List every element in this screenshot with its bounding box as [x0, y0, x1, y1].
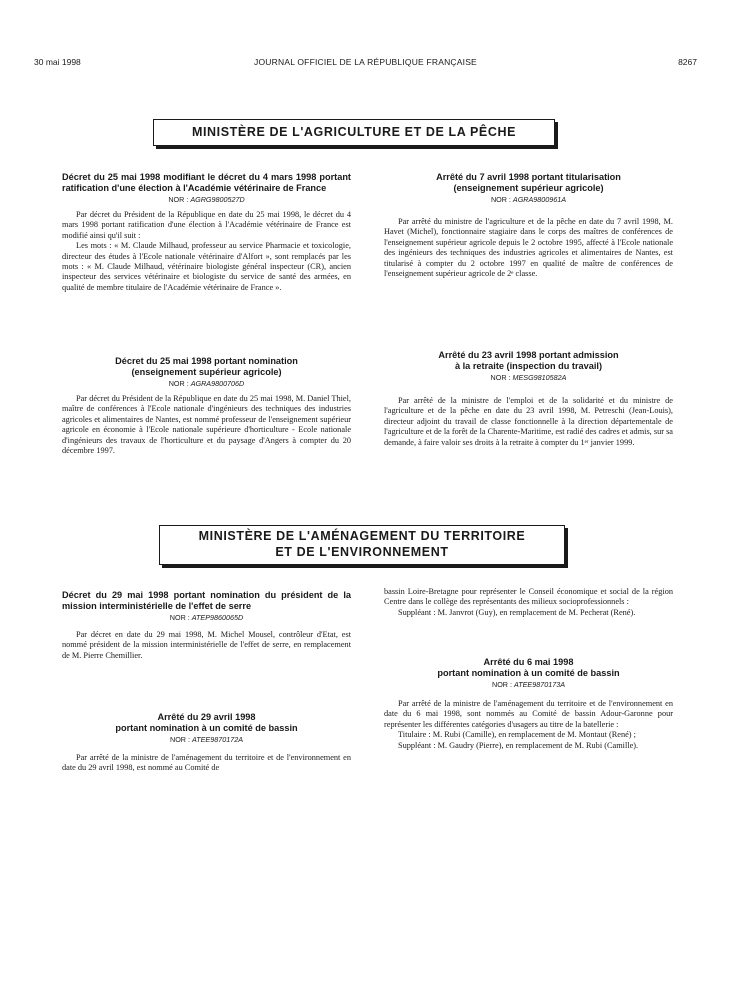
- nor-reference: NOR : MESG9810582A: [490, 373, 567, 382]
- nor-code: ATEE9870173A: [513, 680, 565, 689]
- issue-date: 30 mai 1998: [34, 57, 81, 67]
- paragraph: Par décret du Président de la République en date du 25 mai 1998, M. Daniel Thiel, maître de conférences à l'Ecole nationale d'ingénieurs des techniques des industries agricoles et alimentaires de Nantes, est nommé professeur de l'enseignement supérieur agricole en économie à l'Ecole nationale supérieure d'horticulture - Ecole nationale d'ingénieurs des travaux de l'horticulture et du paysage d'Angers à compter du 20 décembre 1997.: [62, 394, 351, 456]
- article-decret-effet-de-serre: [62, 590, 351, 661]
- nor-reference: NOR : AGRA9800961A: [490, 195, 567, 204]
- nor-reference: NOR : ATEE9870172A: [170, 735, 243, 744]
- ministry-heading-amenagement: [159, 525, 565, 565]
- article-body: [62, 753, 351, 774]
- column-right-middle: [384, 350, 673, 448]
- article-body: [384, 217, 673, 279]
- paragraph: Les mots : « M. Claude Milhaud, professeur au service Pharmacie et toxicologie, directeur des études à l'Ecole nationale vétérinaire d'Alfort », sont remplacés par les mots : « M. Claude Milhaud, vétérinaire biologiste général inspecteur (CR), ancien inspecteur des services vétérinaire et biologiste du service de santé des armées, en qualité de membre titulaire de l'Académie vétérinaire de France ».: [62, 241, 351, 292]
- article-body: [62, 394, 351, 456]
- paragraph: Suppléant : M. Gaudry (Pierre), en remplacement de M. Rubi (Camille).: [398, 740, 639, 750]
- article-decret-nomination-thiel: [62, 356, 351, 456]
- article-body: [62, 630, 351, 661]
- article-title: Arrêté du 29 avril 1998 portant nomination à un comité de bassin: [115, 712, 298, 733]
- article-title: Arrêté du 7 avril 1998 portant titularisation (enseignement supérieur agricole): [436, 172, 621, 193]
- column-left-top: [62, 172, 351, 293]
- paragraph: Par arrêté du ministre de l'agriculture et de la pêche en date du 7 avril 1998, M. Havet (Michel), fonctionnaire stagiaire dans le corps des maîtres de conférences de l'enseignement supérieur agricole depuis le 2 octobre 1995, affecté à l'Ecole nationale des ingénieurs des techniques des industries agricoles et alimentaires de Nantes, est titularisé à compter du 2 octobre 1997 en qualité de maître de conférences de l'enseignement supérieur agricole de 2ᵉ classe.: [384, 217, 673, 279]
- article-decret-academie: [62, 172, 351, 293]
- article-arrete-comite-loire: [62, 712, 351, 774]
- article-arrete-retraite: [384, 350, 673, 448]
- article-body-continued: [384, 587, 673, 618]
- paragraph: Suppléant : M. Janvrot (Guy), en remplacement de M. Pecherat (René).: [398, 607, 636, 617]
- paragraph: Par décret en date du 29 mai 1998, M. Michel Mousel, contrôleur d'Etat, est nommé président de la mission interministérielle de l'effet de serre, en remplacement de M. Pierre Chemillier.: [62, 630, 351, 660]
- column-right-bottom-2: [384, 657, 673, 751]
- paragraph: Par arrêté de la ministre de l'aménagement du territoire et de l'environnement en date du 6 mai 1998, sont nommés au Comité de bassin Adour-Garonne pour représenter les différentes catégories d'usagers au titre de la batellerie :: [384, 699, 673, 729]
- nor-code: ATEP9860065D: [191, 613, 244, 622]
- nor-code: AGRA9800706D: [190, 379, 245, 388]
- ministry-title: MINISTÈRE DE L'AGRICULTURE ET DE LA PÊCHE: [191, 125, 517, 139]
- article-title: Décret du 29 mai 1998 portant nomination du président de la mission interministérielle de l'effet de serre: [62, 590, 351, 611]
- column-left-bottom-2: [62, 712, 351, 774]
- nor-reference: NOR : ATEP9860065D: [169, 613, 244, 622]
- nor-code: AGRG9800527D: [190, 195, 245, 204]
- article-body: [62, 210, 351, 293]
- article-title: Arrêté du 6 mai 1998 portant nomination à un comité de bassin: [437, 657, 620, 678]
- nor-code: MESG9810582A: [512, 373, 567, 382]
- article-title: Arrêté du 23 avril 1998 portant admission à la retraite (inspection du travail): [438, 350, 619, 371]
- running-header: [34, 57, 697, 71]
- paragraph: Par arrêté de la ministre de l'emploi et de la solidarité et du ministre de l'agriculture et de la pêche en date du 23 avril 1998, M. Petreschi (Jean-Louis), directeur adjoint du travail de classe fonctionnelle à la direction départementale de l'agriculture et de la forêt de la Charente-Maritime, est radié des cadres et admis, sur sa demande, à faire valoir ses droits à la retraite à compter du 1ᵉʳ janvier 1999.: [384, 396, 673, 447]
- page-number: 8267: [678, 57, 697, 67]
- ministry-heading-agriculture: [153, 119, 555, 146]
- paragraph: bassin Loire-Bretagne pour représenter le Conseil économique et social de la région Centre dans le collège des représentants des milieux socioprofessionnels :: [384, 587, 673, 607]
- column-right-bottom: [384, 587, 673, 618]
- column-left-middle: [62, 356, 351, 456]
- article-body: [384, 396, 673, 448]
- ministry-title-line1: MINISTÈRE DE L'AMÉNAGEMENT DU TERRITOIRE: [198, 529, 526, 543]
- article-arrete-titularisation: [384, 172, 673, 279]
- nor-reference: NOR : ATEE9870173A: [492, 680, 565, 689]
- paragraph: Titulaire : M. Rubi (Camille), en remplacement de M. Montaut (René) ;: [398, 730, 636, 740]
- ministry-title-line2: ET DE L'ENVIRONNEMENT: [275, 545, 449, 559]
- article-title: Décret du 25 mai 1998 portant nomination (enseignement supérieur agricole): [115, 356, 298, 377]
- nor-code: ATEE9870172A: [191, 735, 243, 744]
- nor-reference: NOR : AGRA9800706D: [168, 379, 245, 388]
- column-right-top: [384, 172, 673, 279]
- article-title: Décret du 25 mai 1998 modifiant le décret du 4 mars 1998 portant ratification d'une élection à l'Académie vétérinaire de France: [62, 172, 351, 193]
- nor-reference: NOR : AGRG9800527D: [168, 195, 245, 204]
- journal-title: JOURNAL OFFICIEL DE LA RÉPUBLIQUE FRANÇAISE: [254, 57, 477, 67]
- nor-code: AGRA9800961A: [512, 195, 567, 204]
- article-arrete-comite-adour: [384, 657, 673, 751]
- article-body: [384, 699, 673, 751]
- paragraph: Par arrêté de la ministre de l'aménagement du territoire et de l'environnement en date du 29 avril 1998, est nommé au Comité de: [62, 753, 351, 773]
- paragraph: Par décret du Président de la République en date du 25 mai 1998, le décret du 4 mars 1998 portant ratification d'une élection à l'Académie vétérinaire de France est modifié ainsi qu'il suit :: [62, 210, 351, 240]
- column-left-bottom: [62, 590, 351, 661]
